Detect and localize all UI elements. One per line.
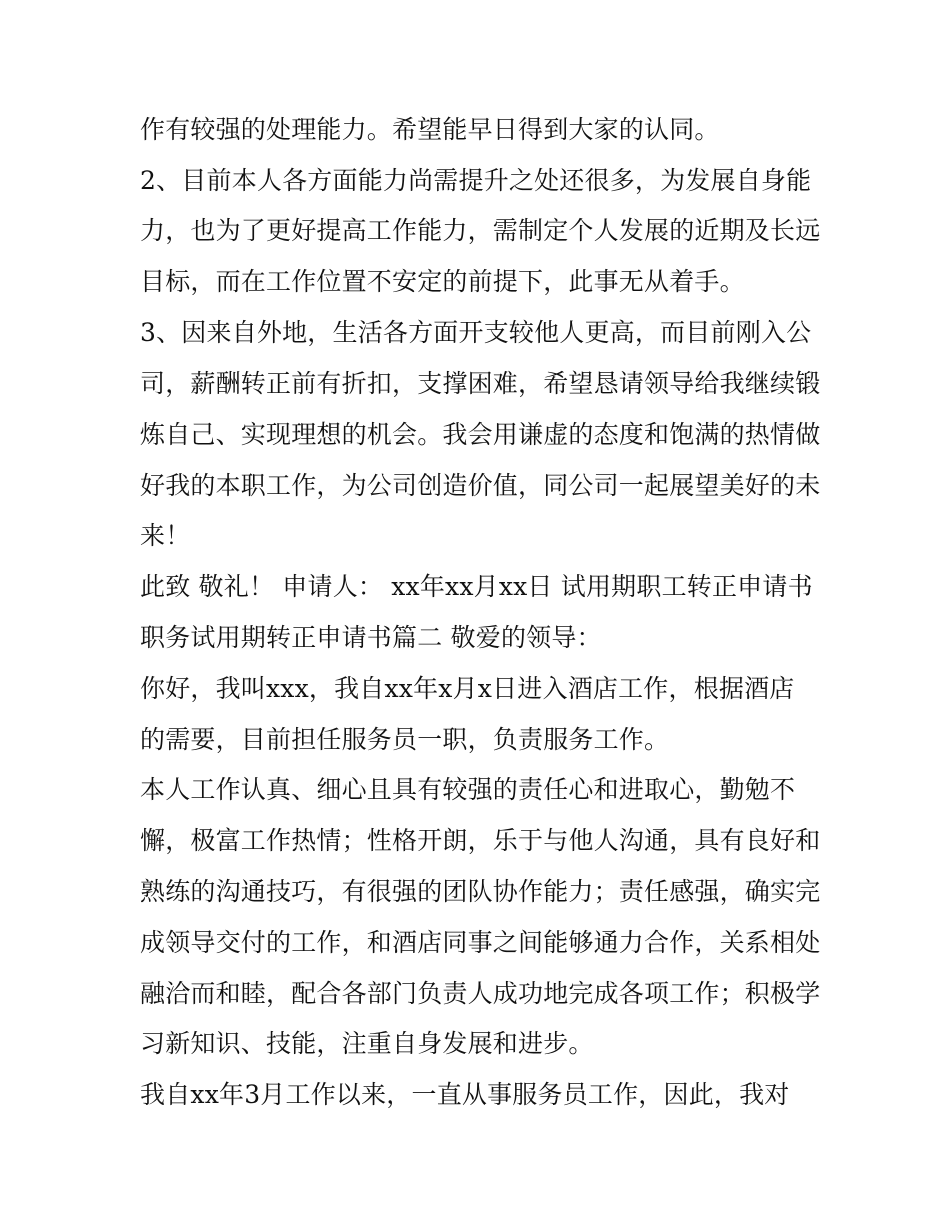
text-line: 来！ xyxy=(140,521,191,550)
text-line: 融洽而和睦，配合各部门负责人成功地完成各项工作；积极学 xyxy=(140,979,821,1008)
text-line: 此致 敬礼！ 申请人： xx年xx月xx日 试用期职工转正申请书 xyxy=(140,572,813,601)
text-line: 的需要，目前担任服务员一职，负责服务工作。 xyxy=(140,725,670,754)
text-line: 司，薪酬转正前有折扣，支撑困难，希望恳请领导给我继续锻 xyxy=(140,369,821,398)
text-line: 成领导交付的工作，和酒店同事之间能够通力合作，关系相处 xyxy=(140,928,821,957)
text-line: 习新知识、技能，注重自身发展和进步。 xyxy=(140,1029,594,1058)
text-line: 作有较强的处理能力。希望能早日得到大家的认同。 xyxy=(140,115,720,144)
text-line: 炼自己、实现理想的机会。我会用谦虚的态度和饱满的热情做 xyxy=(140,420,821,449)
text-line: 我自xx年3月工作以来，一直从事服务员工作，因此，我对 xyxy=(140,1080,790,1109)
text-line: 本人工作认真、细心且具有较强的责任心和进取心，勤勉不 xyxy=(140,775,796,804)
text-line: 2、目前本人各方面能力尚需提升之处还很多，为发展自身能 xyxy=(140,166,812,195)
text-line: 3、因来自外地，生活各方面开支较他人更高，而目前刚入公 xyxy=(140,318,812,347)
text-line: 力，也为了更好提高工作能力，需制定个人发展的近期及长远 xyxy=(140,216,821,245)
text-line: 目标，而在工作位置不安定的前提下，此事无从着手。 xyxy=(140,267,745,296)
text-line: 你好，我叫xxx，我自xx年x月x日进入酒店工作，根据酒店 xyxy=(140,674,795,703)
text-line: 懈，极富工作热情；性格开朗，乐于与他人沟通，具有良好和 xyxy=(140,826,821,855)
text-line: 熟练的沟通技巧，有很强的团队协作能力；责任感强，确实完 xyxy=(140,877,821,906)
text-line: 职务试用期转正申请书篇二 敬爱的领导： xyxy=(140,623,602,652)
text-line: 好我的本职工作，为公司创造价值，同公司一起展望美好的未 xyxy=(140,471,821,500)
